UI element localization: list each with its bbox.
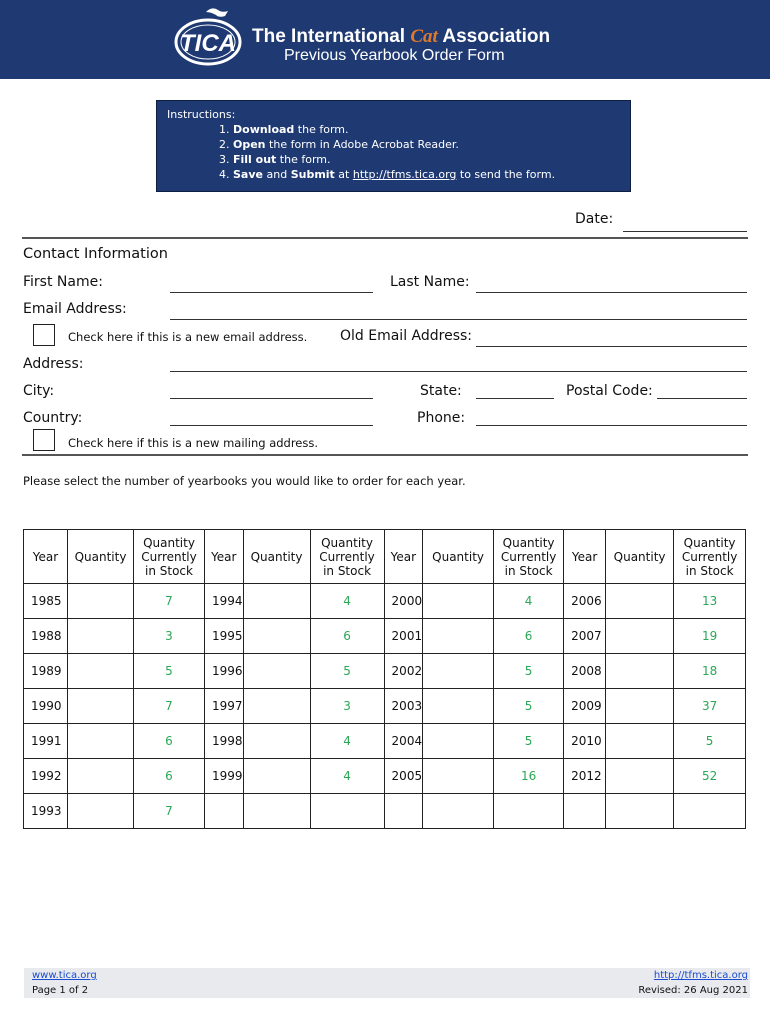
quantity-input-cell[interactable] bbox=[606, 724, 674, 759]
stock-cell bbox=[310, 794, 384, 829]
phone-field[interactable] bbox=[476, 425, 747, 426]
association-title: The International Cat Association bbox=[252, 26, 551, 47]
year-cell: 2006 bbox=[564, 584, 606, 619]
year-cell: 1999 bbox=[205, 759, 244, 794]
stock-cell: 37 bbox=[674, 689, 746, 724]
stock-cell: 6 bbox=[310, 619, 384, 654]
quantity-header: Quantity bbox=[68, 530, 134, 584]
stock-cell: 6 bbox=[134, 759, 205, 794]
country-field[interactable] bbox=[170, 425, 373, 426]
quantity-input-cell[interactable] bbox=[606, 689, 674, 724]
stock-cell: 4 bbox=[310, 759, 384, 794]
instruction-step: 2. Open the form in Adobe Acrobat Reader. bbox=[233, 137, 555, 152]
quantity-input-cell[interactable] bbox=[68, 759, 134, 794]
quantity-input-cell[interactable] bbox=[423, 724, 494, 759]
year-cell: 1997 bbox=[205, 689, 244, 724]
quantity-header: Quantity bbox=[243, 530, 310, 584]
postal-code-label: Postal Code: bbox=[566, 383, 653, 399]
year-cell: 2001 bbox=[384, 619, 423, 654]
year-cell bbox=[384, 794, 423, 829]
quantity-input-cell[interactable] bbox=[423, 584, 494, 619]
table-row bbox=[24, 689, 746, 724]
table-row bbox=[24, 759, 746, 794]
state-field[interactable] bbox=[476, 398, 554, 399]
stock-cell: 5 bbox=[494, 689, 564, 724]
quantity-input-cell[interactable] bbox=[68, 584, 134, 619]
quantity-input-cell[interactable] bbox=[243, 724, 310, 759]
year-cell: 2008 bbox=[564, 654, 606, 689]
year-cell: 1991 bbox=[24, 724, 68, 759]
postal-code-field[interactable] bbox=[657, 398, 747, 399]
year-cell: 1992 bbox=[24, 759, 68, 794]
year-cell: 1994 bbox=[205, 584, 244, 619]
date-label: Date: bbox=[575, 211, 614, 227]
stock-cell: 6 bbox=[494, 619, 564, 654]
instruction-step: 1. Download the form. bbox=[233, 122, 555, 137]
quantity-header: Quantity bbox=[606, 530, 674, 584]
stock-cell: 3 bbox=[310, 689, 384, 724]
quantity-input-cell[interactable] bbox=[243, 689, 310, 724]
stock-cell: 16 bbox=[494, 759, 564, 794]
table-row bbox=[24, 654, 746, 689]
quantity-input-cell[interactable] bbox=[423, 689, 494, 724]
quantity-input-cell[interactable] bbox=[243, 759, 310, 794]
year-cell: 2010 bbox=[564, 724, 606, 759]
table-row bbox=[24, 584, 746, 619]
stock-cell: 5 bbox=[494, 654, 564, 689]
logo-text: TICA bbox=[180, 30, 236, 57]
quantity-input-cell[interactable] bbox=[423, 654, 494, 689]
year-cell bbox=[564, 794, 606, 829]
phone-label: Phone: bbox=[417, 410, 466, 426]
year-cell: 2009 bbox=[564, 689, 606, 724]
year-cell: 2003 bbox=[384, 689, 423, 724]
year-cell: 2004 bbox=[384, 724, 423, 759]
quantity-input-cell[interactable] bbox=[68, 689, 134, 724]
year-cell: 1993 bbox=[24, 794, 68, 829]
stock-cell bbox=[674, 794, 746, 829]
page-footer bbox=[24, 968, 750, 998]
year-cell: 2007 bbox=[564, 619, 606, 654]
stock-header: Quantity Currently in Stock bbox=[674, 530, 746, 584]
tfms-link[interactable]: http://tfms.tica.org bbox=[352, 168, 457, 181]
city-field[interactable] bbox=[170, 398, 373, 399]
quantity-input-cell bbox=[243, 794, 310, 829]
table-row bbox=[24, 724, 746, 759]
year-cell: 2012 bbox=[564, 759, 606, 794]
stock-cell: 19 bbox=[674, 619, 746, 654]
first-name-label: First Name: bbox=[23, 274, 103, 290]
page-number: Page 1 of 2 bbox=[32, 985, 89, 996]
stock-cell: 13 bbox=[674, 584, 746, 619]
title-cat-word: Cat bbox=[410, 26, 438, 47]
quantity-input-cell[interactable] bbox=[68, 654, 134, 689]
country-label: Country: bbox=[23, 410, 83, 426]
revised-date: Revised: 26 Aug 2021 bbox=[638, 985, 748, 996]
instructions-box bbox=[156, 100, 631, 192]
instructions-list bbox=[209, 122, 555, 182]
last-name-field[interactable] bbox=[476, 292, 747, 293]
stock-cell: 7 bbox=[134, 794, 205, 829]
stock-cell bbox=[494, 794, 564, 829]
stock-cell: 4 bbox=[494, 584, 564, 619]
year-header: Year bbox=[384, 530, 423, 584]
state-label: State: bbox=[420, 383, 462, 399]
address-field[interactable] bbox=[170, 371, 747, 372]
tica-website-link[interactable]: www.tica.org bbox=[32, 970, 97, 981]
new-address-check-label: Check here if this is a new mailing address. bbox=[68, 436, 319, 450]
new-email-checkbox[interactable] bbox=[33, 324, 55, 346]
stock-cell: 4 bbox=[310, 724, 384, 759]
new-address-checkbox[interactable] bbox=[33, 429, 55, 451]
year-cell: 1989 bbox=[24, 654, 68, 689]
quantity-input-cell[interactable] bbox=[243, 619, 310, 654]
old-email-label: Old Email Address: bbox=[340, 328, 473, 344]
year-cell: 1988 bbox=[24, 619, 68, 654]
tfms-footer-link[interactable]: http://tfms.tica.org bbox=[653, 970, 748, 981]
last-name-label: Last Name: bbox=[390, 274, 470, 290]
date-field[interactable] bbox=[623, 231, 747, 232]
first-name-field[interactable] bbox=[170, 292, 373, 293]
quantity-input-cell[interactable] bbox=[243, 654, 310, 689]
quantity-input-cell[interactable] bbox=[68, 619, 134, 654]
year-cell bbox=[205, 794, 244, 829]
table-header-row bbox=[24, 530, 746, 584]
contact-heading: Contact Information bbox=[23, 246, 168, 262]
old-email-field[interactable] bbox=[476, 346, 747, 347]
form-subtitle: Previous Yearbook Order Form bbox=[284, 47, 505, 64]
year-cell: 2005 bbox=[384, 759, 423, 794]
stock-cell: 7 bbox=[134, 584, 205, 619]
stock-header: Quantity Currently in Stock bbox=[134, 530, 205, 584]
quantity-input-cell[interactable] bbox=[606, 619, 674, 654]
instructions-heading: Instructions: bbox=[167, 108, 236, 121]
divider bbox=[22, 237, 748, 239]
city-label: City: bbox=[23, 383, 55, 399]
stock-cell: 5 bbox=[674, 724, 746, 759]
year-header: Year bbox=[24, 530, 68, 584]
address-label: Address: bbox=[23, 356, 84, 372]
year-cell: 2000 bbox=[384, 584, 423, 619]
stock-cell: 4 bbox=[310, 584, 384, 619]
page-header bbox=[0, 0, 770, 79]
instruction-step: 3. Fill out the form. bbox=[233, 152, 555, 167]
email-field[interactable] bbox=[170, 319, 747, 320]
quantity-input-cell[interactable] bbox=[606, 584, 674, 619]
quantity-input-cell[interactable] bbox=[606, 759, 674, 794]
stock-cell: 5 bbox=[134, 654, 205, 689]
table-row bbox=[24, 619, 746, 654]
quantity-input-cell[interactable] bbox=[68, 794, 134, 829]
quantity-header: Quantity bbox=[423, 530, 494, 584]
tica-logo-icon bbox=[172, 6, 244, 70]
stock-cell: 7 bbox=[134, 689, 205, 724]
stock-cell: 18 bbox=[674, 654, 746, 689]
quantity-input-cell bbox=[606, 794, 674, 829]
year-cell: 1985 bbox=[24, 584, 68, 619]
email-label: Email Address: bbox=[23, 301, 127, 317]
new-email-check-label: Check here if this is a new email address. bbox=[68, 330, 308, 344]
quantity-input-cell[interactable] bbox=[68, 724, 134, 759]
year-cell: 1995 bbox=[205, 619, 244, 654]
stock-header: Quantity Currently in Stock bbox=[310, 530, 384, 584]
quantity-input-cell bbox=[423, 794, 494, 829]
select-prompt: Please select the number of yearbooks you would like to order for each year. bbox=[23, 474, 466, 488]
year-header: Year bbox=[564, 530, 606, 584]
year-cell: 1996 bbox=[205, 654, 244, 689]
year-cell: 1998 bbox=[205, 724, 244, 759]
year-cell: 1990 bbox=[24, 689, 68, 724]
stock-header: Quantity Currently in Stock bbox=[494, 530, 564, 584]
stock-cell: 3 bbox=[134, 619, 205, 654]
instruction-step: 4. Save and Submit at http://tfms.tica.org to send the form. bbox=[233, 167, 555, 182]
yearbook-table bbox=[23, 529, 746, 829]
year-header: Year bbox=[205, 530, 244, 584]
stock-cell: 5 bbox=[310, 654, 384, 689]
stock-cell: 5 bbox=[494, 724, 564, 759]
quantity-input-cell[interactable] bbox=[243, 584, 310, 619]
stock-cell: 6 bbox=[134, 724, 205, 759]
quantity-input-cell[interactable] bbox=[423, 759, 494, 794]
divider bbox=[22, 454, 748, 456]
table-row bbox=[24, 794, 746, 829]
quantity-input-cell[interactable] bbox=[606, 654, 674, 689]
year-cell: 2002 bbox=[384, 654, 423, 689]
quantity-input-cell[interactable] bbox=[423, 619, 494, 654]
stock-cell: 52 bbox=[674, 759, 746, 794]
